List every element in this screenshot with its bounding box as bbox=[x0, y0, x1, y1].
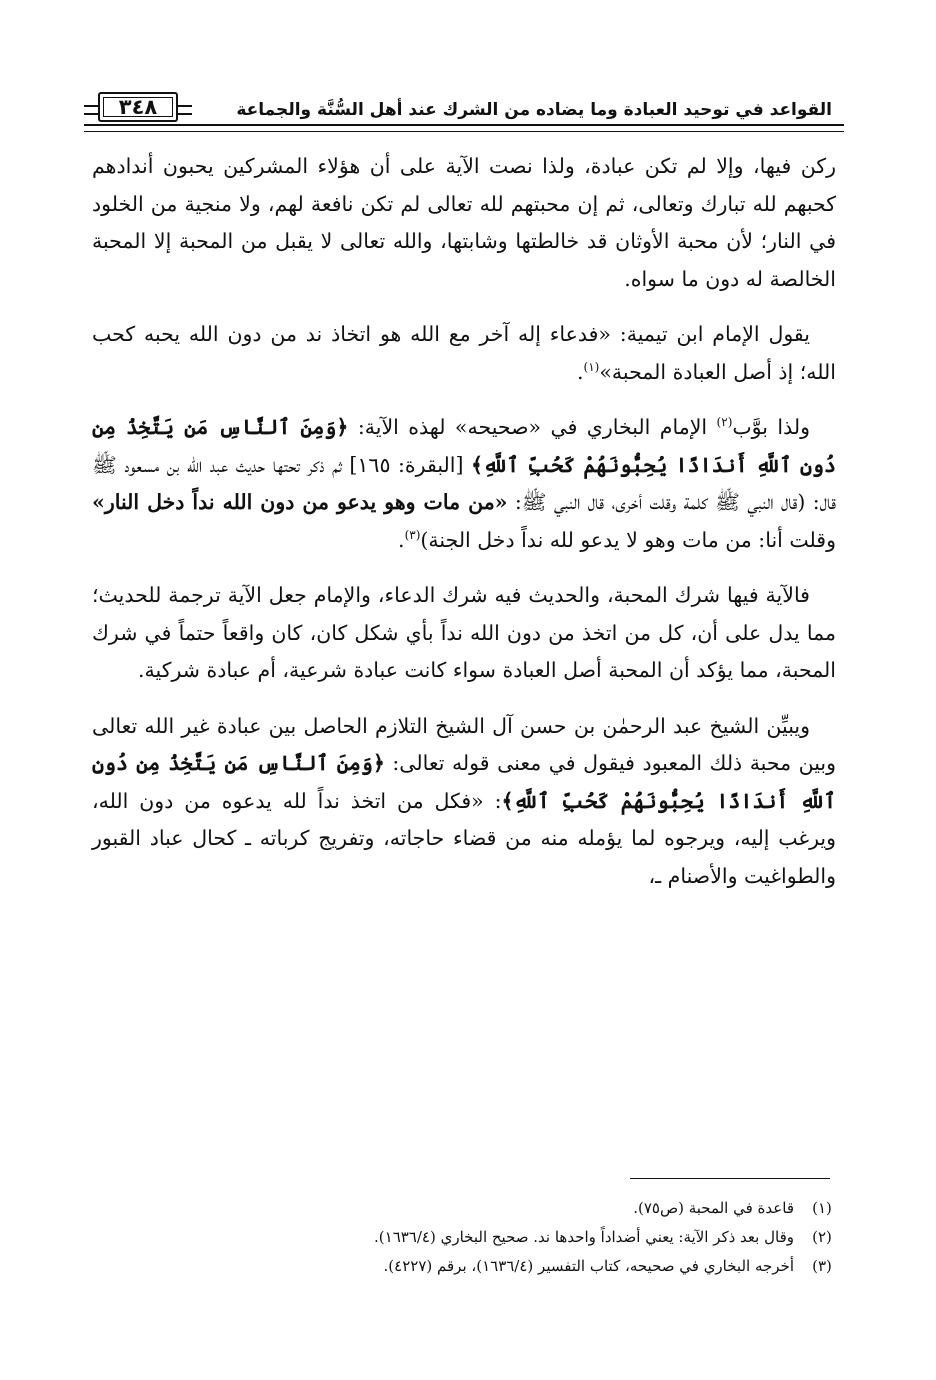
footnote-number: (٢) bbox=[812, 1228, 832, 1246]
page-header bbox=[84, 84, 844, 124]
running-title: القواعد في توحيد العبادة وما يضاده من الشرك عند أهل السُّنَّة والجماعة bbox=[236, 100, 832, 120]
paragraph-3-end: . bbox=[398, 527, 405, 552]
paragraph-3-b: الإمام البخاري في «صحيحه» لهذه الآية: bbox=[348, 415, 717, 439]
paragraph-5-b: : «فكل من اتخذ نداً لله يدعوه من دون الله، ويرغب إليه، ويرجوه لما يؤمله منه من قضاء حاجاته، وتفريج كرباته ـ كحال عباد القبور والطواغيت والأصنام ـ، bbox=[92, 788, 836, 888]
footnote-3 bbox=[92, 1252, 836, 1281]
footnote-number: (١) bbox=[812, 1199, 832, 1217]
paragraph-3-d: وقلت أنا: من مات وهو لا يدعو لله نداً دخل الجنة) bbox=[420, 527, 836, 552]
footnotes bbox=[92, 1194, 836, 1281]
footnote-ref-2: (٢) bbox=[716, 415, 733, 430]
paragraph-2 bbox=[92, 316, 836, 391]
footnote-separator bbox=[630, 1178, 830, 1179]
body-text bbox=[92, 148, 836, 913]
header-ornament-right bbox=[178, 105, 192, 115]
page-number: ٣٤٨ bbox=[118, 95, 158, 119]
header-rule bbox=[84, 124, 844, 132]
footnote-ref-1: (١) bbox=[583, 359, 600, 374]
paragraph-5 bbox=[92, 708, 836, 896]
hadith-text: «من مات وهو يدعو من دون الله نداً دخل النار» bbox=[92, 490, 508, 514]
header-ornament-left bbox=[84, 105, 98, 115]
paragraph-2-text: يقول الإمام ابن تيمية: «فدعاء إله آخر مع الله هو اتخاذ ند من دون الله يحبه كحب الله؛ إذ أصل العبادة المحبة» bbox=[92, 322, 836, 384]
footnote-number: (٣) bbox=[812, 1257, 832, 1275]
paragraph-3-c: [البقرة: ١٦٥] ثم ذكر تحتها حديث عبد الله بن مسعود ﷺ قال: (قال النبي ﷺ كلمة وقلت أخرى، قال النبي ﷺ: bbox=[92, 452, 836, 514]
quran-verse-2: ﴿وَمِنَ ٱلنَّاسِ مَن يَتَّخِذُ مِن دُونِ ٱللَّهِ أَندَادًا يُحِبُّونَهُمْ كَحُبِّ ٱللَّهِ﴾ bbox=[92, 751, 836, 813]
paragraph-3-a: ولذا بوَّب bbox=[732, 415, 811, 439]
paragraph-3 bbox=[92, 409, 836, 559]
paragraph-2-end: . bbox=[577, 359, 584, 384]
footnote-ref-3: (٣) bbox=[404, 527, 421, 542]
paragraph-1: ركن فيها، وإلا لم تكن عبادة، ولذا نصت الآية على أن هؤلاء المشركين يحبون أندادهم كحبهم لله تبارك وتعالى، ثم إن محبتهم لله تعالى لم تكن نافعة لهم، ولا منجية من الخلود في النار؛ لأن محبة الأوثان قد خالطتها وشابتها، والله تعالى لا يقبل من المحبة إلا المحبة الخالصة له دون ما سواه. bbox=[92, 154, 836, 291]
paragraph-5-a: ويبيِّن الشيخ عبد الرحمٰن بن حسن آل الشيخ التلازم الحاصل بين عبادة غير الله تعالى وبين محبة ذلك المعبود فيقول في معنى قوله تعالى: bbox=[92, 713, 836, 775]
page-number-box bbox=[84, 90, 192, 124]
footnote-text: أخرجه البخاري في صحيحه، كتاب التفسير (١٦٣٦/٤)، برقم (٤٢٢٧). bbox=[383, 1257, 794, 1275]
footnote-2 bbox=[92, 1223, 836, 1252]
footnote-text: قاعدة في المحبة (ص٧٥). bbox=[633, 1199, 794, 1217]
footnote-1 bbox=[92, 1194, 836, 1223]
footnote-text: وقال بعد ذكر الآية: يعني أضداداً واحدها ند. صحيح البخاري (١٦٣٦/٤). bbox=[374, 1228, 794, 1246]
paragraph-4: فالآية فيها شرك المحبة، والحديث فيه شرك الدعاء، والإمام جعل الآية ترجمة للحديث؛ مما يدل على أن، كل من اتخذ من دون الله نداً بأي شكل كان، كان واقعاً حتماً في شرك المحبة، مما يؤكد أن المحبة أصل العبادة سواء كانت عبادة شرعية، أم عبادة شركية. bbox=[92, 583, 836, 682]
quran-verse: ﴿وَمِنَ ٱلنَّاسِ مَن يَتَّخِذُ مِن دُونِ ٱللَّهِ أَندَادًا يُحِبُّونَهُمْ كَحُبِّ ٱللَّهِ﴾ bbox=[92, 415, 836, 477]
